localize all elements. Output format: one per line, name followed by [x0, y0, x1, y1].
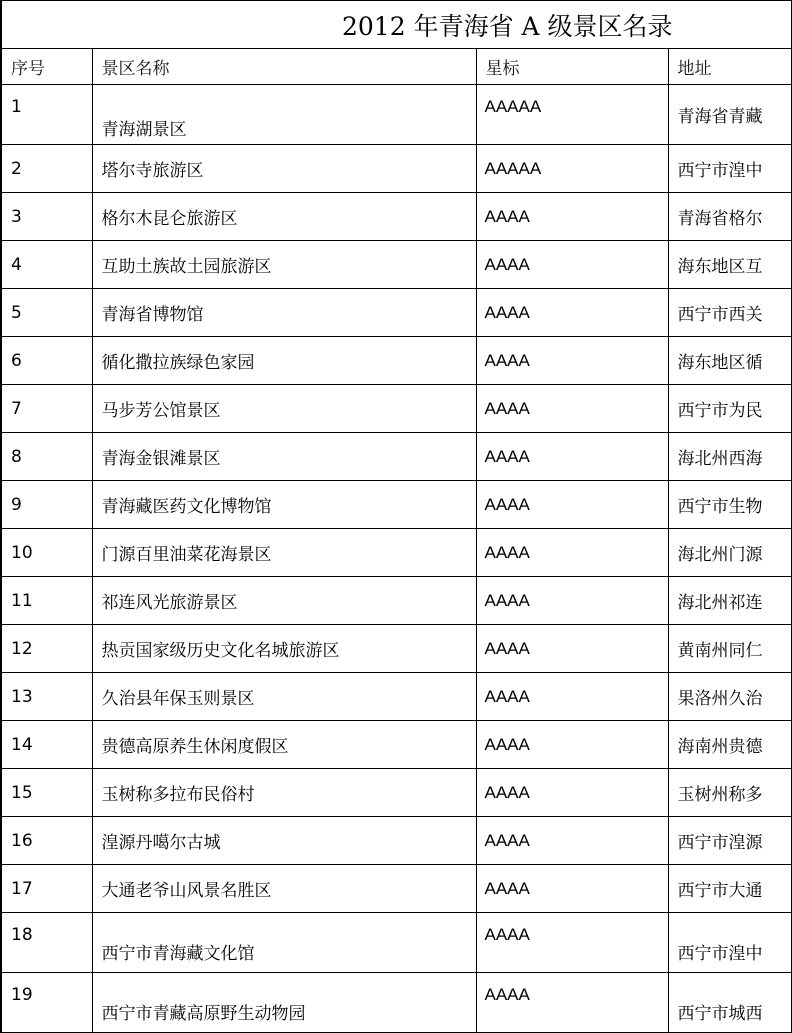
row-number: 6	[1, 337, 92, 385]
star-rating: AAAA	[476, 973, 668, 1033]
table-row	[1, 85, 791, 145]
star-rating: AAAA	[476, 673, 668, 721]
address: 西宁市西关	[668, 289, 791, 337]
row-number: 19	[1, 973, 92, 1033]
table-row	[1, 481, 791, 529]
star-rating: AAAA	[476, 481, 668, 529]
row-number: 8	[1, 433, 92, 481]
header-addr: 地址	[668, 49, 791, 85]
scenic-area-name: 青海藏医药文化博物馆	[92, 481, 476, 529]
table-row	[1, 337, 791, 385]
row-number: 12	[1, 625, 92, 673]
scenic-area-name: 玉树称多拉布民俗村	[92, 769, 476, 817]
scenic-area-name: 大通老爷山风景名胜区	[92, 865, 476, 913]
star-rating: AAAA	[476, 577, 668, 625]
scenic-area-name: 贵德高原养生休闲度假区	[92, 721, 476, 769]
address: 西宁市湟中	[668, 913, 791, 973]
table-row	[1, 577, 791, 625]
scenic-area-name: 青海省博物馆	[92, 289, 476, 337]
row-number: 13	[1, 673, 92, 721]
row-number: 3	[1, 193, 92, 241]
table-row	[1, 193, 791, 241]
star-rating: AAAAA	[476, 145, 668, 193]
scenic-area-name: 青海金银滩景区	[92, 433, 476, 481]
address: 果洛州久治	[668, 673, 791, 721]
star-rating: AAAA	[476, 529, 668, 577]
address: 玉树州称多	[668, 769, 791, 817]
table-row	[1, 865, 791, 913]
table-row	[1, 433, 791, 481]
address: 青海省青藏	[668, 85, 791, 145]
star-rating: AAAA	[476, 241, 668, 289]
header-row	[1, 49, 791, 85]
scenic-area-name: 久治县年保玉则景区	[92, 673, 476, 721]
row-number: 5	[1, 289, 92, 337]
star-rating: AAAA	[476, 433, 668, 481]
star-rating: AAAA	[476, 769, 668, 817]
star-rating: AAAAA	[476, 85, 668, 145]
scenic-area-name: 格尔木昆仑旅游区	[92, 193, 476, 241]
table-row	[1, 289, 791, 337]
row-number: 14	[1, 721, 92, 769]
row-number: 10	[1, 529, 92, 577]
header-star: 星标	[476, 49, 668, 85]
table-row	[1, 241, 791, 289]
scenic-area-name: 循化撒拉族绿色家园	[92, 337, 476, 385]
scenic-area-name: 西宁市青海藏文化馆	[92, 913, 476, 973]
star-rating: AAAA	[476, 913, 668, 973]
scenic-area-name: 湟源丹噶尔古城	[92, 817, 476, 865]
address: 青海省格尔	[668, 193, 791, 241]
scenic-area-name: 祁连风光旅游景区	[92, 577, 476, 625]
scenic-area-name: 互助土族故土园旅游区	[92, 241, 476, 289]
address: 西宁市生物	[668, 481, 791, 529]
scenic-area-name: 马步芳公馆景区	[92, 385, 476, 433]
star-rating: AAAA	[476, 193, 668, 241]
address: 海北州门源	[668, 529, 791, 577]
table-row	[1, 145, 791, 193]
address: 西宁市大通	[668, 865, 791, 913]
scenic-area-name: 塔尔寺旅游区	[92, 145, 476, 193]
row-number: 11	[1, 577, 92, 625]
address: 黄南州同仁	[668, 625, 791, 673]
title-row	[1, 1, 791, 49]
star-rating: AAAA	[476, 865, 668, 913]
table-row	[1, 769, 791, 817]
row-number: 4	[1, 241, 92, 289]
scenic-area-name: 西宁市青藏高原野生动物园	[92, 973, 476, 1033]
star-rating: AAAA	[476, 289, 668, 337]
row-number: 7	[1, 385, 92, 433]
header-no: 序号	[1, 49, 92, 85]
table-row	[1, 385, 791, 433]
table-row	[1, 721, 791, 769]
table-row	[1, 529, 791, 577]
table-row	[1, 913, 791, 973]
table-row	[1, 673, 791, 721]
star-rating: AAAA	[476, 721, 668, 769]
row-number: 2	[1, 145, 92, 193]
table-row	[1, 817, 791, 865]
table-title: 2012 年青海省 A 级景区名录	[1, 1, 791, 49]
star-rating: AAAA	[476, 625, 668, 673]
address: 海北州西海	[668, 433, 791, 481]
scenic-area-name: 热贡国家级历史文化名城旅游区	[92, 625, 476, 673]
table-row	[1, 973, 791, 1033]
row-number: 18	[1, 913, 92, 973]
header-name: 景区名称	[92, 49, 476, 85]
star-rating: AAAA	[476, 385, 668, 433]
address: 海北州祁连	[668, 577, 791, 625]
address: 海东地区互	[668, 241, 791, 289]
address: 西宁市为民	[668, 385, 791, 433]
table-row	[1, 625, 791, 673]
address: 海南州贵德	[668, 721, 791, 769]
scenic-area-name: 门源百里油菜花海景区	[92, 529, 476, 577]
address: 海东地区循	[668, 337, 791, 385]
row-number: 16	[1, 817, 92, 865]
address: 西宁市湟源	[668, 817, 791, 865]
row-number: 1	[1, 85, 92, 145]
star-rating: AAAA	[476, 817, 668, 865]
address: 西宁市城西	[668, 973, 791, 1033]
row-number: 17	[1, 865, 92, 913]
row-number: 15	[1, 769, 92, 817]
row-number: 9	[1, 481, 92, 529]
star-rating: AAAA	[476, 337, 668, 385]
scenic-area-name: 青海湖景区	[92, 85, 476, 145]
address: 西宁市湟中	[668, 145, 791, 193]
